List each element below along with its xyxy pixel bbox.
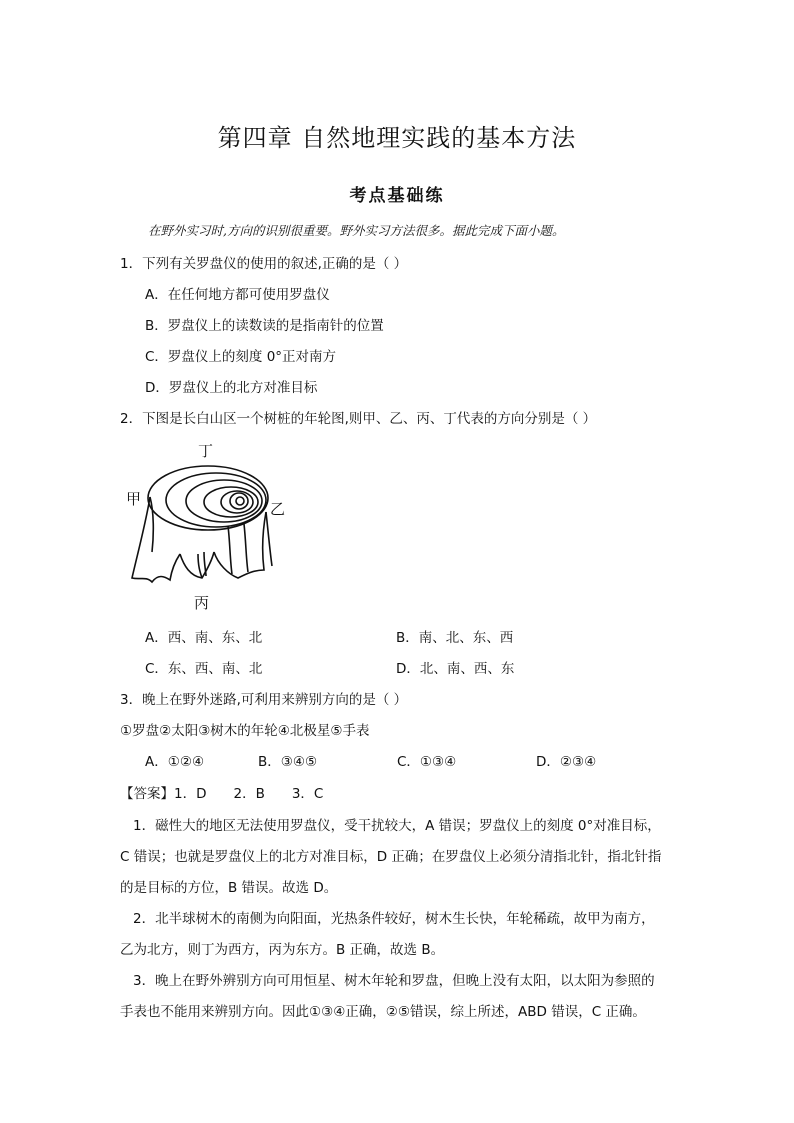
label-bing: 丙 xyxy=(194,594,210,612)
explanation-line: 的是目标的方位，B 错误。故选 D。 xyxy=(120,880,338,896)
label-yi: 乙 xyxy=(270,500,286,518)
tree-ring-figure xyxy=(118,442,293,612)
explanation-line: 乙为北方，则丁为西方，丙为东方。B 正确，故选 B。 xyxy=(120,942,445,958)
question-3-stem: 3．晚上在野外迷路,可利用来辨别方向的是（ ） xyxy=(120,692,408,708)
question-2-option-b: B．南、北、东、西 xyxy=(396,630,514,646)
explanation-line: 3．晚上在野外辨别方向可用恒星、树木年轮和罗盘，但晚上没有太阳，以太阳为参照的 xyxy=(133,973,655,989)
label-jia: 甲 xyxy=(126,490,142,508)
question-3-option-a: A．①②④ xyxy=(145,754,205,770)
tree-stump-drawing xyxy=(118,442,293,612)
question-1-stem: 1．下列有关罗盘仪的使用的叙述,正确的是（ ） xyxy=(120,256,408,272)
question-2-option-a: A．西、南、东、北 xyxy=(145,630,263,646)
section-subtitle: 考点基础练 xyxy=(349,186,445,206)
answer-values: 1．D 2．B 3．C xyxy=(174,786,324,802)
label-ding: 丁 xyxy=(198,442,214,460)
explanation-line: 2．北半球树木的南侧为向阳面，光热条件较好，树木生长快，年轮稀疏，故甲为南方， xyxy=(133,911,655,927)
question-2-option-d: D．北、南、西、东 xyxy=(396,661,515,677)
explanation-line: 手表也不能用来辨别方向。因此①③④正确，②⑤错误，综上所述，ABD 错误，C 正确。 xyxy=(120,1004,646,1020)
question-2-stem: 2．下图是长白山区一个树桩的年轮图,则甲、乙、丙、丁代表的方向分别是（ ） xyxy=(120,411,597,427)
explanation-line: 1．磁性大的地区无法使用罗盘仪，受干扰较大，A 错误；罗盘仪上的刻度 0°对准目标， xyxy=(133,818,661,834)
answer-line xyxy=(120,785,323,803)
question-1-option-a: A．在任何地方都可使用罗盘仪 xyxy=(145,287,330,303)
question-3-option-c: C．①③④ xyxy=(397,754,457,770)
question-3-option-d: D．②③④ xyxy=(536,754,597,770)
chapter-title: 第四章 自然地理实践的基本方法 xyxy=(217,124,577,152)
question-2-option-c: C．东、西、南、北 xyxy=(145,661,263,677)
answer-label: 【答案】 xyxy=(120,786,174,802)
question-1-option-b: B．罗盘仪上的读数读的是指南针的位置 xyxy=(145,318,384,334)
question-1-option-c: C．罗盘仪上的刻度 0°正对南方 xyxy=(145,349,337,365)
question-3-option-b: B．③④⑤ xyxy=(258,754,318,770)
question-1-option-d: D．罗盘仪上的北方对准目标 xyxy=(145,380,318,396)
intro-text: 在野外实习时,方向的识别很重要。野外实习方法很多。据此完成下面小题。 xyxy=(148,223,565,238)
explanation-line: C 错误；也就是罗盘仪上的北方对准目标，D 正确；在罗盘仪上必须分清指北针，指北针指 xyxy=(120,849,662,865)
question-3-items: ①罗盘②太阳③树木的年轮④北极星⑤手表 xyxy=(120,723,370,739)
